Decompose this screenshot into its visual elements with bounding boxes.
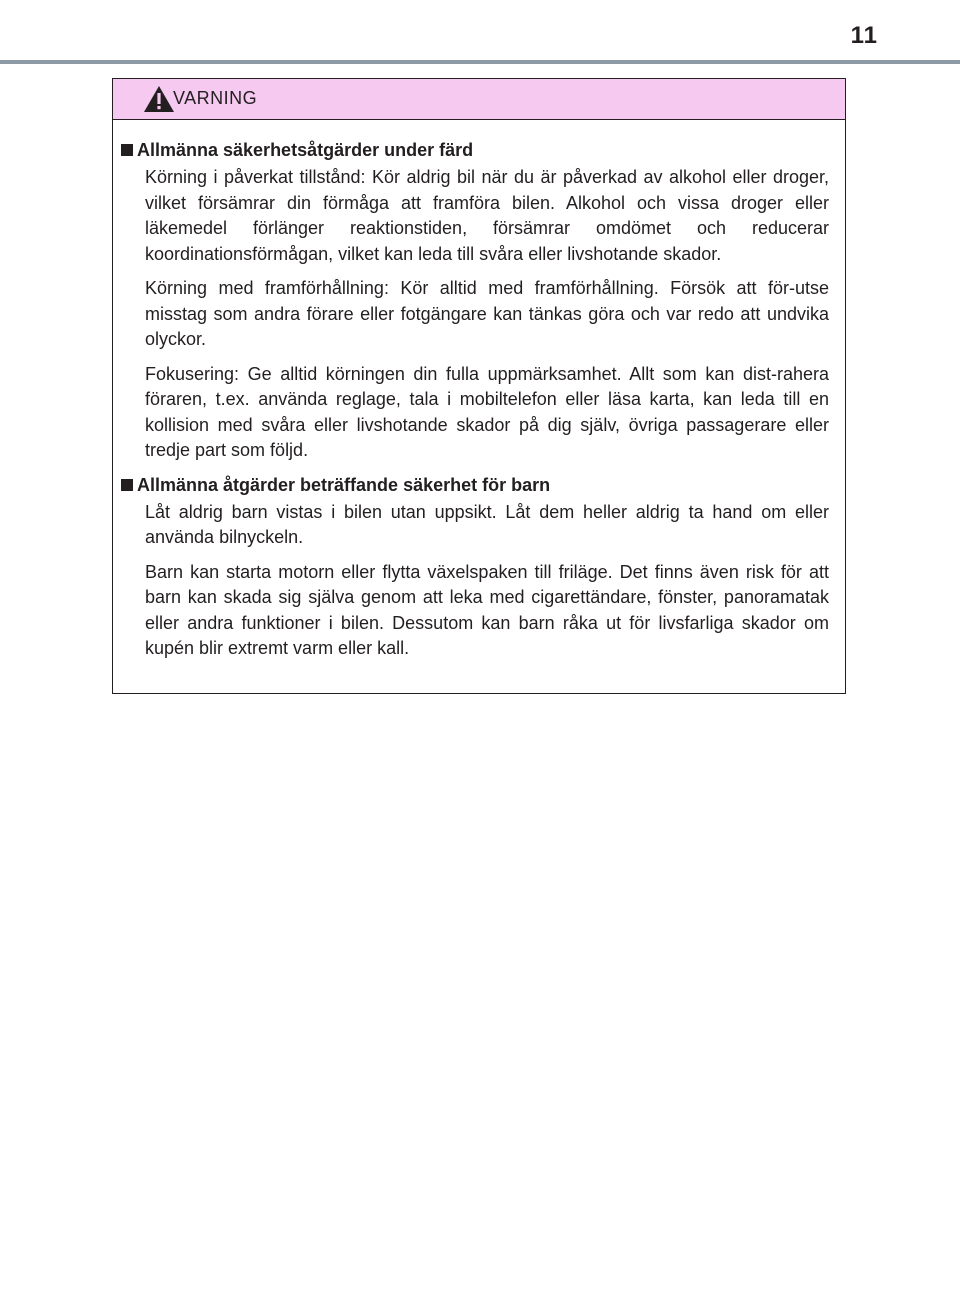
paragraph: Körning i påverkat tillstånd: Kör aldrig bil när du är påverkad av alkohol eller droger, vilket försämrar din förmåga att framföra bilen. Alkohol och vissa droger eller läkemedel förlänger reaktionstiden, försämrar omdömet och reducerar koordinationsförmågan, vilket kan leda till svåra eller livshotande skador. — [145, 167, 829, 264]
warning-section-children — [121, 473, 829, 662]
warning-header — [113, 79, 845, 120]
warning-triangle-icon — [143, 85, 175, 113]
page-number: 11 — [850, 22, 878, 49]
paragraph: Barn kan starta motorn eller flytta växelspaken till friläge. Det finns även risk för att barn kan skada sig själva genom att leka med cigarettändare, fönster, panoramatak eller andra funktioner i bilen. Dessutom kan barn råka ut för livsfarliga skador om kupén blir extremt varm eller kall. — [145, 561, 829, 658]
paragraph: Låt aldrig barn vistas i bilen utan uppsikt. Låt dem heller aldrig ta hand om eller använda bilnyckeln. — [145, 501, 829, 547]
section-heading-text: Allmänna säkerhetsåtgärder under färd — [137, 140, 474, 160]
section-heading — [121, 473, 829, 497]
paragraph: Fokusering: Ge alltid körningen din fulla uppmärksamhet. Allt som kan dist-rahera föraren, t.ex. använda reglage, tala i mobiltelefon eller läsa karta, kan leda till en kollision med svåra eller livshotande skador på dig själv, övriga passagerare eller tredje part som följd. — [145, 363, 829, 460]
warning-title: VARNING — [173, 88, 258, 108]
warning-section-driving — [121, 138, 829, 464]
paragraph: Körning med framförhållning: Kör alltid med framförhållning. Försök att för-utse misstag som andra förare eller fotgängare kan tänkas göra och var redo att undvika olyckor. — [145, 278, 829, 349]
section-heading — [121, 138, 829, 162]
warning-body — [113, 120, 845, 693]
square-bullet-icon — [121, 479, 133, 491]
header-rule — [0, 60, 960, 64]
square-bullet-icon — [121, 144, 133, 156]
section-heading-text: Allmänna åtgärder beträffande säkerhet för barn — [137, 474, 551, 495]
warning-box — [112, 78, 846, 694]
